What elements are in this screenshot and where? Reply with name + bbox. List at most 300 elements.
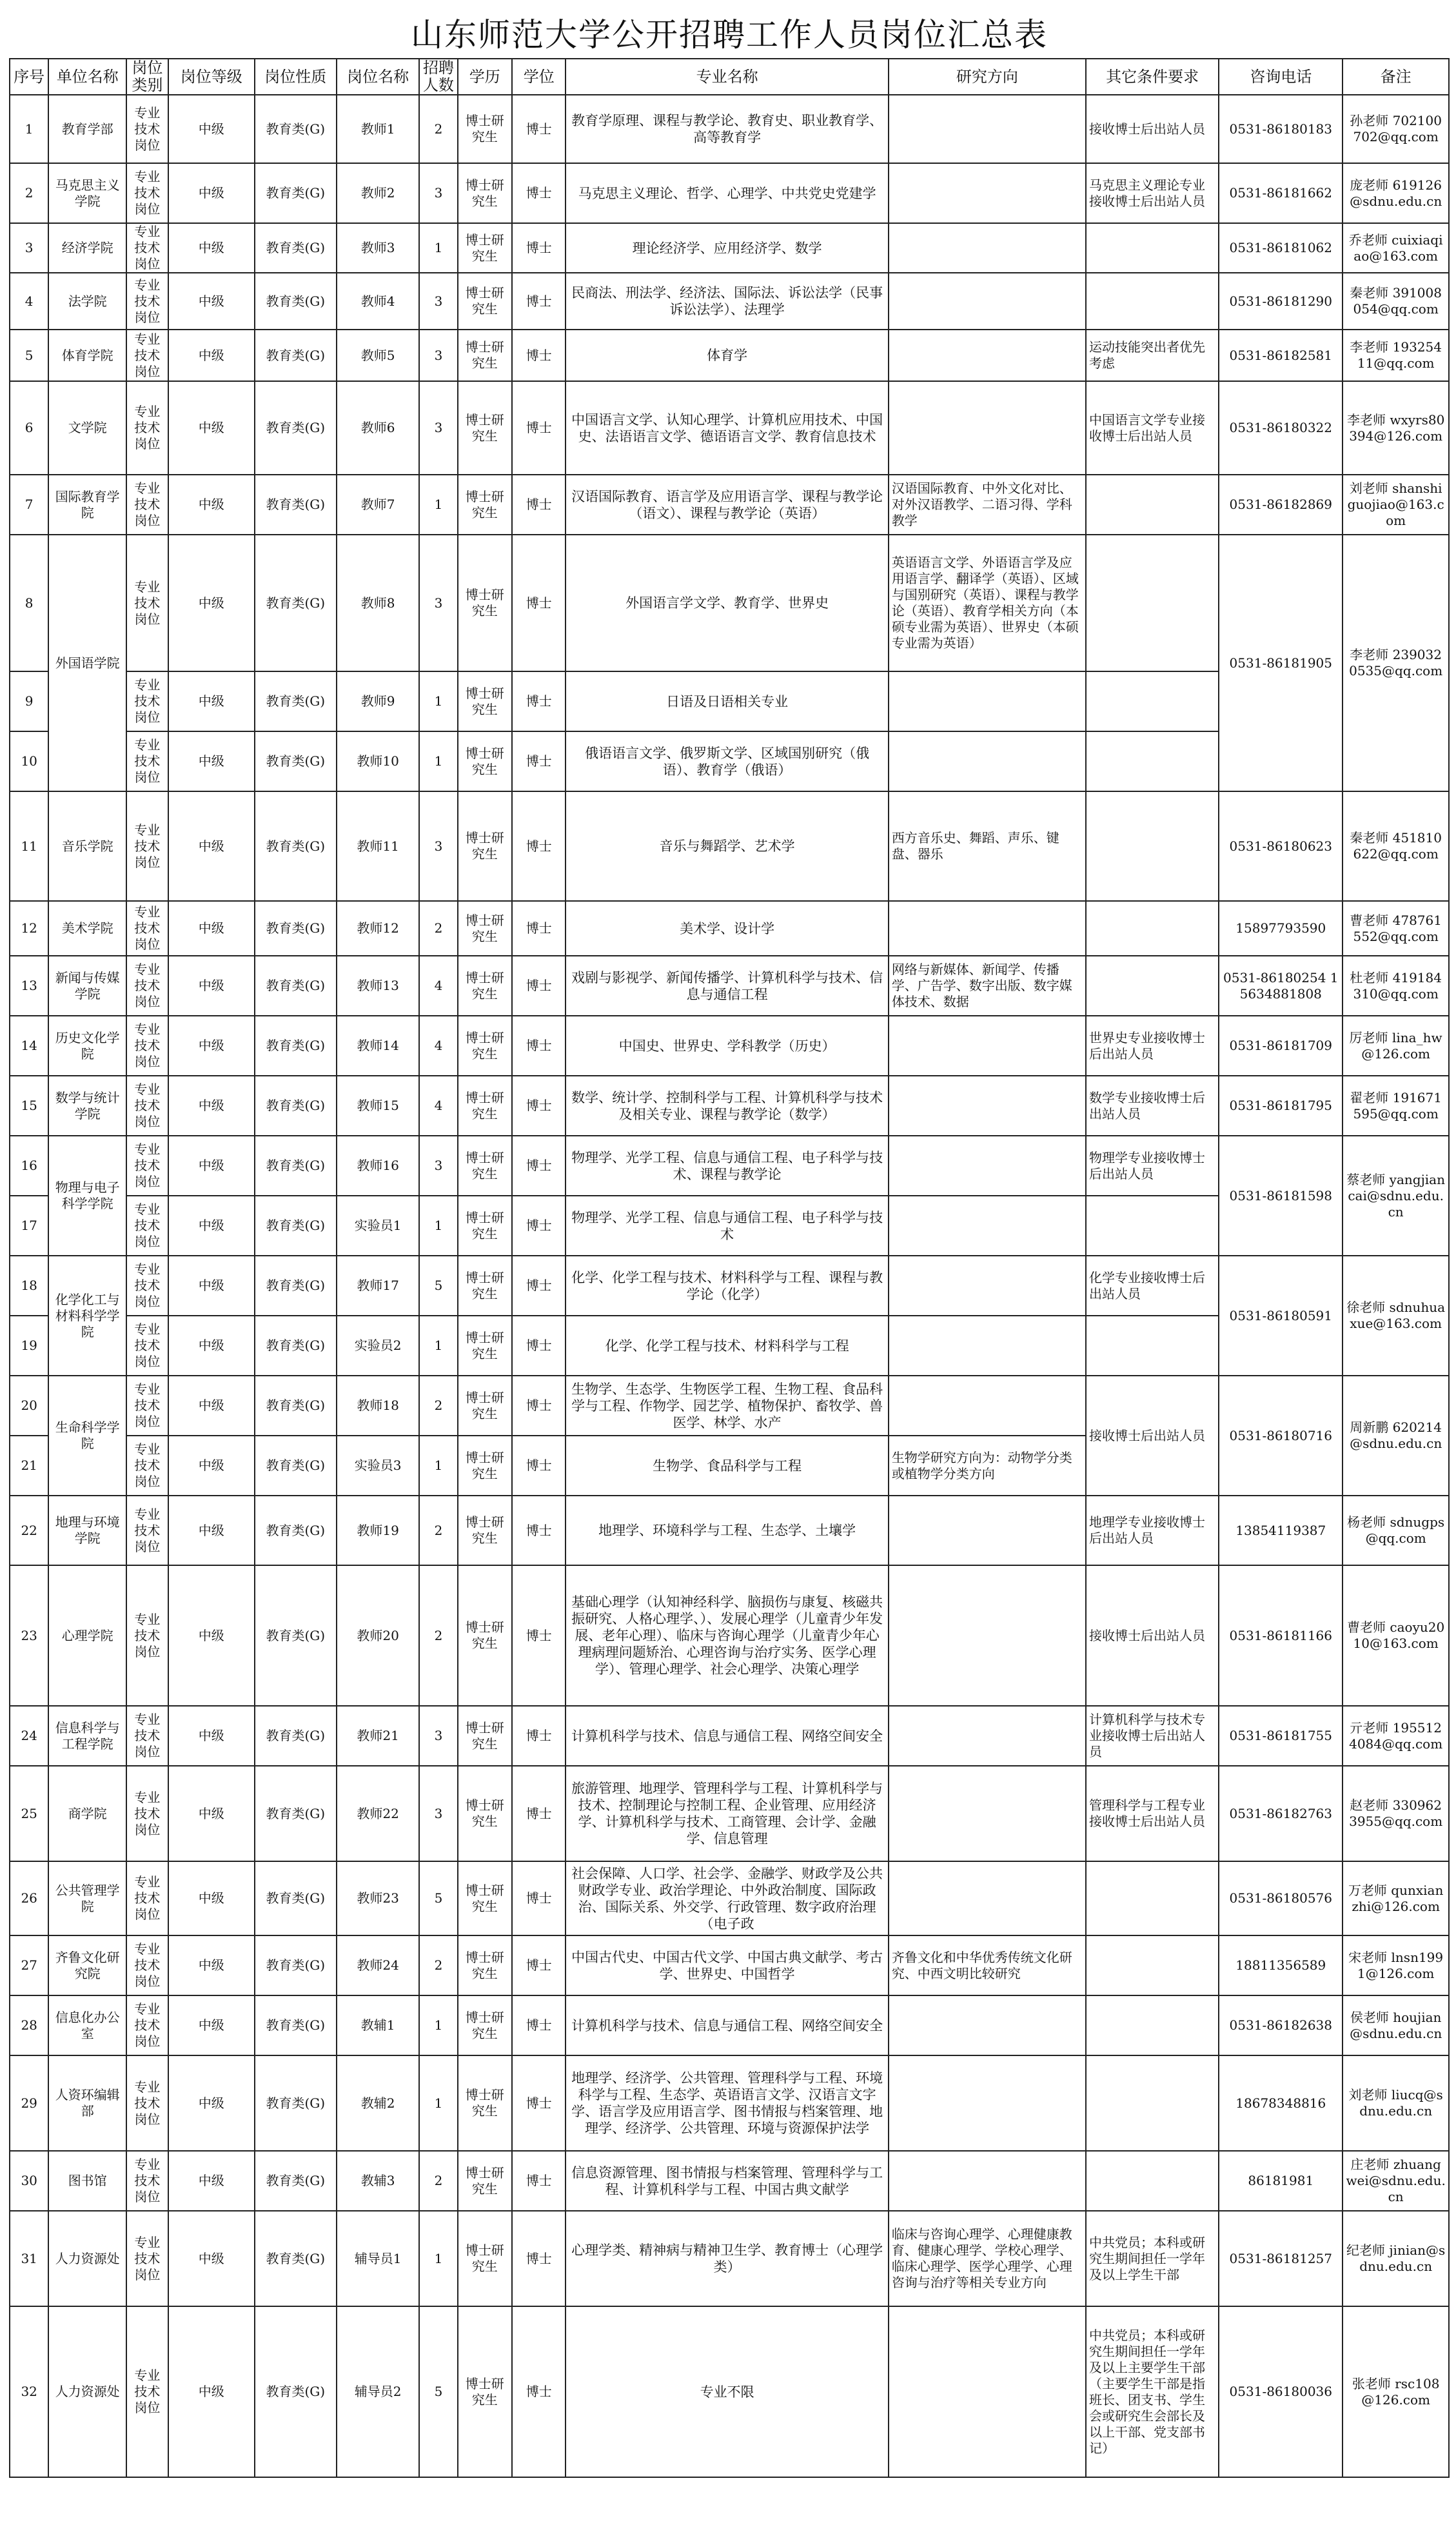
cell-nature: 教育类(G) bbox=[255, 791, 337, 901]
cell-dir bbox=[889, 330, 1086, 381]
cell-unit: 历史文化学院 bbox=[48, 1016, 126, 1076]
cell-level: 中级 bbox=[168, 1016, 255, 1076]
cell-post: 实验员3 bbox=[337, 1436, 419, 1496]
cell-major: 中国语言文学、认知心理学、计算机应用技术、中国史、法语语言文学、德语语言文学、教育信息技术 bbox=[566, 381, 888, 475]
cell-phone: 18811356589 bbox=[1219, 1935, 1343, 1995]
cell-other bbox=[1086, 2151, 1219, 2211]
cell-no: 7 bbox=[10, 475, 48, 535]
cell-num: 4 bbox=[419, 1016, 457, 1076]
cell-post: 教师5 bbox=[337, 330, 419, 381]
cell-post: 教师12 bbox=[337, 901, 419, 956]
cell-level: 中级 bbox=[168, 1256, 255, 1316]
cell-degree: 博士 bbox=[512, 381, 566, 475]
cell-cat: 专业技术岗位 bbox=[126, 475, 168, 535]
cell-phone: 13854119387 bbox=[1219, 1496, 1343, 1565]
cell-no: 8 bbox=[10, 535, 48, 671]
cell-other bbox=[1086, 1316, 1219, 1376]
table-row bbox=[10, 956, 1449, 1016]
cell-post: 教师7 bbox=[337, 475, 419, 535]
table-row bbox=[10, 535, 1449, 671]
cell-level: 中级 bbox=[168, 2306, 255, 2477]
cell-level: 中级 bbox=[168, 1436, 255, 1496]
cell-post: 教师15 bbox=[337, 1076, 419, 1136]
cell-other bbox=[1086, 475, 1219, 535]
cell-remark: 侯老师 houjian@sdnu.edu.cn bbox=[1343, 1995, 1449, 2055]
cell-no: 32 bbox=[10, 2306, 48, 2477]
table-row bbox=[10, 95, 1449, 163]
cell-no: 30 bbox=[10, 2151, 48, 2211]
cell-unit: 教育学部 bbox=[48, 95, 126, 163]
cell-major: 戏剧与影视学、新闻传播学、计算机科学与技术、信息与通信工程 bbox=[566, 956, 888, 1016]
cell-unit: 经济学院 bbox=[48, 223, 126, 273]
cell-num: 3 bbox=[419, 535, 457, 671]
cell-major: 旅游管理、地理学、管理科学与工程、计算机科学与技术、控制理论与控制工程、企业管理、应用经济学、计算机科学与技术、工商管理、会计学、金融学、信息管理 bbox=[566, 1766, 888, 1861]
table-row bbox=[10, 791, 1449, 901]
table-row bbox=[10, 901, 1449, 956]
cell-major: 计算机科学与技术、信息与通信工程、网络空间安全 bbox=[566, 1706, 888, 1766]
cell-remark: 宋老师 lnsn1991@126.com bbox=[1343, 1935, 1449, 1995]
cell-nature: 教育类(G) bbox=[255, 95, 337, 163]
cell-degree: 博士 bbox=[512, 1935, 566, 1995]
cell-level: 中级 bbox=[168, 1861, 255, 1935]
cell-major: 汉语国际教育、语言学及应用语言学、课程与教学论（语文）、课程与教学论（英语） bbox=[566, 475, 888, 535]
cell-degree: 博士 bbox=[512, 1565, 566, 1706]
cell-other: 地理学专业接收博士后出站人员 bbox=[1086, 1496, 1219, 1565]
cell-edu: 博士研究生 bbox=[458, 1766, 512, 1861]
cell-major: 心理学类、精神病与精神卫生学、教育博士（心理学类） bbox=[566, 2211, 888, 2306]
cell-degree: 博士 bbox=[512, 95, 566, 163]
table-body bbox=[10, 95, 1449, 2477]
cell-other: 中共党员；本科或研究生期间担任一学年及以上学生干部 bbox=[1086, 2211, 1219, 2306]
header-cell: 学位 bbox=[512, 59, 566, 95]
cell-edu: 博士研究生 bbox=[458, 1496, 512, 1565]
cell-post: 辅导员2 bbox=[337, 2306, 419, 2477]
cell-level: 中级 bbox=[168, 1136, 255, 1196]
cell-phone: 0531-86182763 bbox=[1219, 1766, 1343, 1861]
cell-major: 化学、化学工程与技术、材料科学与工程、课程与教学论（化学） bbox=[566, 1256, 888, 1316]
cell-dir bbox=[889, 1766, 1086, 1861]
cell-remark: 庞老师 619126@sdnu.edu.cn bbox=[1343, 163, 1449, 223]
cell-degree: 博士 bbox=[512, 2211, 566, 2306]
cell-edu: 博士研究生 bbox=[458, 901, 512, 956]
cell-remark: 亓老师 1955124084@qq.com bbox=[1343, 1706, 1449, 1766]
cell-cat: 专业技术岗位 bbox=[126, 1706, 168, 1766]
cell-degree: 博士 bbox=[512, 1016, 566, 1076]
cell-nature: 教育类(G) bbox=[255, 163, 337, 223]
cell-major: 计算机科学与技术、信息与通信工程、网络空间安全 bbox=[566, 1995, 888, 2055]
cell-post: 教师16 bbox=[337, 1136, 419, 1196]
cell-degree: 博士 bbox=[512, 1436, 566, 1496]
cell-cat: 专业技术岗位 bbox=[126, 95, 168, 163]
cell-phone: 0531-86181755 bbox=[1219, 1706, 1343, 1766]
cell-post: 教辅3 bbox=[337, 2151, 419, 2211]
cell-num: 5 bbox=[419, 1256, 457, 1316]
cell-level: 中级 bbox=[168, 1196, 255, 1256]
cell-unit: 外国语学院 bbox=[48, 535, 126, 791]
cell-num: 5 bbox=[419, 1861, 457, 1935]
cell-major: 专业不限 bbox=[566, 2306, 888, 2477]
cell-edu: 博士研究生 bbox=[458, 1136, 512, 1196]
header-cell: 专业名称 bbox=[566, 59, 888, 95]
cell-num: 1 bbox=[419, 223, 457, 273]
cell-level: 中级 bbox=[168, 671, 255, 731]
cell-level: 中级 bbox=[168, 901, 255, 956]
cell-edu: 博士研究生 bbox=[458, 1016, 512, 1076]
page-title: 山东师范大学公开招聘工作人员岗位汇总表 bbox=[411, 16, 1048, 54]
cell-no: 31 bbox=[10, 2211, 48, 2306]
cell-no: 27 bbox=[10, 1935, 48, 1995]
cell-num: 2 bbox=[419, 1935, 457, 1995]
cell-dir: 汉语国际教育、中外文化对比、对外汉语教学、二语习得、学科教学 bbox=[889, 475, 1086, 535]
cell-nature: 教育类(G) bbox=[255, 1861, 337, 1935]
cell-dir bbox=[889, 731, 1086, 791]
cell-no: 19 bbox=[10, 1316, 48, 1376]
cell-cat: 专业技术岗位 bbox=[126, 956, 168, 1016]
cell-edu: 博士研究生 bbox=[458, 2211, 512, 2306]
cell-no: 13 bbox=[10, 956, 48, 1016]
cell-other: 物理学专业接收博士后出站人员 bbox=[1086, 1136, 1219, 1196]
cell-other bbox=[1086, 223, 1219, 273]
cell-dir bbox=[889, 1995, 1086, 2055]
cell-no: 22 bbox=[10, 1496, 48, 1565]
cell-remark: 张老师 rsc108@126.com bbox=[1343, 2306, 1449, 2477]
table-row bbox=[10, 2211, 1449, 2306]
cell-post: 教师3 bbox=[337, 223, 419, 273]
cell-no: 6 bbox=[10, 381, 48, 475]
cell-nature: 教育类(G) bbox=[255, 1935, 337, 1995]
cell-edu: 博士研究生 bbox=[458, 475, 512, 535]
cell-num: 2 bbox=[419, 1376, 457, 1436]
cell-degree: 博士 bbox=[512, 671, 566, 731]
cell-other: 接收博士后出站人员 bbox=[1086, 95, 1219, 163]
cell-level: 中级 bbox=[168, 1706, 255, 1766]
cell-post: 教辅2 bbox=[337, 2055, 419, 2151]
cell-nature: 教育类(G) bbox=[255, 223, 337, 273]
cell-major: 基础心理学（认知神经科学、脑损伤与康复、核磁共振研究、人格心理学、）、发展心理学（儿童青少年发展、老年心理）、临床与咨询心理学（儿童青少年心理病理问题矫治、心理咨询与治疗实务、医学心理学）、管理心理学、社会心理学、决策心理学 bbox=[566, 1565, 888, 1706]
cell-dir bbox=[889, 901, 1086, 956]
cell-phone: 0531-86181257 bbox=[1219, 2211, 1343, 2306]
cell-no: 2 bbox=[10, 163, 48, 223]
cell-unit: 人力资源处 bbox=[48, 2306, 126, 2477]
cell-unit: 体育学院 bbox=[48, 330, 126, 381]
cell-num: 3 bbox=[419, 330, 457, 381]
cell-level: 中级 bbox=[168, 2151, 255, 2211]
cell-other: 接收博士后出站人员 bbox=[1086, 1376, 1219, 1496]
cell-num: 4 bbox=[419, 956, 457, 1016]
cell-no: 21 bbox=[10, 1436, 48, 1496]
cell-post: 教师1 bbox=[337, 95, 419, 163]
cell-no: 12 bbox=[10, 901, 48, 956]
cell-post: 实验员2 bbox=[337, 1316, 419, 1376]
cell-no: 20 bbox=[10, 1376, 48, 1436]
cell-remark: 曹老师 caoyu2010@163.com bbox=[1343, 1565, 1449, 1706]
cell-unit: 人资环编辑部 bbox=[48, 2055, 126, 2151]
cell-remark: 杨老师 sdnugps@qq.com bbox=[1343, 1496, 1449, 1565]
header-cell: 招聘人数 bbox=[419, 59, 457, 95]
cell-other bbox=[1086, 2055, 1219, 2151]
table-row bbox=[10, 2055, 1449, 2151]
cell-major: 地理学、环境科学与工程、生态学、土壤学 bbox=[566, 1496, 888, 1565]
cell-remark: 庄老师 zhuangwei@sdnu.edu.cn bbox=[1343, 2151, 1449, 2211]
table-row bbox=[10, 2306, 1449, 2477]
cell-num: 1 bbox=[419, 2055, 457, 2151]
cell-unit: 马克思主义学院 bbox=[48, 163, 126, 223]
table-row bbox=[10, 1076, 1449, 1136]
cell-num: 1 bbox=[419, 1316, 457, 1376]
cell-dir bbox=[889, 1016, 1086, 1076]
cell-nature: 教育类(G) bbox=[255, 1256, 337, 1316]
cell-edu: 博士研究生 bbox=[458, 1861, 512, 1935]
cell-cat: 专业技术岗位 bbox=[126, 1995, 168, 2055]
cell-phone: 0531-86180591 bbox=[1219, 1256, 1343, 1376]
cell-remark: 李老师 wxyrs80394@126.com bbox=[1343, 381, 1449, 475]
cell-unit: 化学化工与材料科学学院 bbox=[48, 1256, 126, 1376]
cell-nature: 教育类(G) bbox=[255, 1316, 337, 1376]
cell-nature: 教育类(G) bbox=[255, 1436, 337, 1496]
cell-dir bbox=[889, 1565, 1086, 1706]
cell-no: 15 bbox=[10, 1076, 48, 1136]
cell-cat: 专业技术岗位 bbox=[126, 1136, 168, 1196]
cell-edu: 博士研究生 bbox=[458, 95, 512, 163]
cell-cat: 专业技术岗位 bbox=[126, 731, 168, 791]
header-cell: 岗位名称 bbox=[337, 59, 419, 95]
cell-num: 5 bbox=[419, 2306, 457, 2477]
cell-unit: 信息化办公室 bbox=[48, 1995, 126, 2055]
cell-other bbox=[1086, 731, 1219, 791]
cell-major: 教育学原理、课程与教学论、教育史、职业教育学、高等教育学 bbox=[566, 95, 888, 163]
cell-num: 1 bbox=[419, 1196, 457, 1256]
cell-degree: 博士 bbox=[512, 791, 566, 901]
table-row bbox=[10, 1016, 1449, 1076]
cell-dir bbox=[889, 223, 1086, 273]
cell-edu: 博士研究生 bbox=[458, 223, 512, 273]
cell-unit: 齐鲁文化研究院 bbox=[48, 1935, 126, 1995]
cell-level: 中级 bbox=[168, 163, 255, 223]
cell-num: 1 bbox=[419, 1995, 457, 2055]
table-row bbox=[10, 1496, 1449, 1565]
cell-nature: 教育类(G) bbox=[255, 671, 337, 731]
cell-degree: 博士 bbox=[512, 1496, 566, 1565]
cell-phone: 0531-86180576 bbox=[1219, 1861, 1343, 1935]
cell-degree: 博士 bbox=[512, 330, 566, 381]
cell-edu: 博士研究生 bbox=[458, 2306, 512, 2477]
header-cell: 岗位类别 bbox=[126, 59, 168, 95]
cell-level: 中级 bbox=[168, 2211, 255, 2306]
table-row bbox=[10, 2151, 1449, 2211]
cell-nature: 教育类(G) bbox=[255, 1565, 337, 1706]
cell-dir bbox=[889, 1316, 1086, 1376]
cell-level: 中级 bbox=[168, 731, 255, 791]
cell-other bbox=[1086, 1861, 1219, 1935]
cell-level: 中级 bbox=[168, 273, 255, 330]
cell-major: 中国史、世界史、学科教学（历史） bbox=[566, 1016, 888, 1076]
cell-no: 28 bbox=[10, 1995, 48, 2055]
cell-nature: 教育类(G) bbox=[255, 475, 337, 535]
cell-cat: 专业技术岗位 bbox=[126, 1076, 168, 1136]
cell-cat: 专业技术岗位 bbox=[126, 1256, 168, 1316]
cell-cat: 专业技术岗位 bbox=[126, 2151, 168, 2211]
cell-cat: 专业技术岗位 bbox=[126, 901, 168, 956]
cell-dir: 齐鲁文化和中华优秀传统文化研究、中西文明比较研究 bbox=[889, 1935, 1086, 1995]
cell-other: 管理科学与工程专业接收博士后出站人员 bbox=[1086, 1766, 1219, 1861]
cell-phone: 0531-86181062 bbox=[1219, 223, 1343, 273]
cell-num: 3 bbox=[419, 1706, 457, 1766]
cell-cat: 专业技术岗位 bbox=[126, 1565, 168, 1706]
cell-num: 3 bbox=[419, 1136, 457, 1196]
cell-no: 24 bbox=[10, 1706, 48, 1766]
cell-phone: 0531-86180036 bbox=[1219, 2306, 1343, 2477]
cell-level: 中级 bbox=[168, 1935, 255, 1995]
cell-no: 4 bbox=[10, 273, 48, 330]
cell-post: 教师6 bbox=[337, 381, 419, 475]
cell-cat: 专业技术岗位 bbox=[126, 273, 168, 330]
cell-nature: 教育类(G) bbox=[255, 956, 337, 1016]
cell-major: 社会保障、人口学、社会学、金融学、财政学及公共财政学专业、政治学理论、中外政治制度、国际政治、国际关系、外交学、行政管理、数字政府治理（电子政 bbox=[566, 1861, 888, 1935]
cell-major: 理论经济学、应用经济学、数学 bbox=[566, 223, 888, 273]
cell-nature: 教育类(G) bbox=[255, 1196, 337, 1256]
cell-other: 世界史专业接收博士后出站人员 bbox=[1086, 1016, 1219, 1076]
cell-post: 教辅1 bbox=[337, 1995, 419, 2055]
cell-degree: 博士 bbox=[512, 163, 566, 223]
cell-edu: 博士研究生 bbox=[458, 1436, 512, 1496]
cell-level: 中级 bbox=[168, 1565, 255, 1706]
table-row bbox=[10, 1136, 1449, 1196]
cell-cat: 专业技术岗位 bbox=[126, 671, 168, 731]
cell-level: 中级 bbox=[168, 475, 255, 535]
cell-other: 马克思主义理论专业接收博士后出站人员 bbox=[1086, 163, 1219, 223]
cell-cat: 专业技术岗位 bbox=[126, 1496, 168, 1565]
cell-remark: 万老师 qunxianzhi@126.com bbox=[1343, 1861, 1449, 1935]
cell-num: 1 bbox=[419, 475, 457, 535]
cell-unit: 国际教育学院 bbox=[48, 475, 126, 535]
cell-level: 中级 bbox=[168, 223, 255, 273]
cell-edu: 博士研究生 bbox=[458, 535, 512, 671]
cell-dir bbox=[889, 2055, 1086, 2151]
cell-num: 1 bbox=[419, 731, 457, 791]
cell-major: 民商法、刑法学、经济法、国际法、诉讼法学（民事诉讼法学）、法理学 bbox=[566, 273, 888, 330]
cell-other: 数学专业接收博士后出站人员 bbox=[1086, 1076, 1219, 1136]
cell-unit: 信息科学与工程学院 bbox=[48, 1706, 126, 1766]
cell-unit: 公共管理学院 bbox=[48, 1861, 126, 1935]
cell-post: 实验员1 bbox=[337, 1196, 419, 1256]
cell-edu: 博士研究生 bbox=[458, 791, 512, 901]
cell-phone: 18678348816 bbox=[1219, 2055, 1343, 2151]
cell-other bbox=[1086, 535, 1219, 671]
cell-degree: 博士 bbox=[512, 2151, 566, 2211]
cell-cat: 专业技术岗位 bbox=[126, 1196, 168, 1256]
cell-degree: 博士 bbox=[512, 1256, 566, 1316]
cell-num: 3 bbox=[419, 163, 457, 223]
table-row bbox=[10, 163, 1449, 223]
cell-nature: 教育类(G) bbox=[255, 330, 337, 381]
cell-major: 物理学、光学工程、信息与通信工程、电子科学与技术 bbox=[566, 1196, 888, 1256]
cell-degree: 博士 bbox=[512, 1861, 566, 1935]
cell-edu: 博士研究生 bbox=[458, 1376, 512, 1436]
cell-edu: 博士研究生 bbox=[458, 1706, 512, 1766]
cell-post: 教师9 bbox=[337, 671, 419, 731]
cell-other bbox=[1086, 671, 1219, 731]
cell-degree: 博士 bbox=[512, 2055, 566, 2151]
cell-nature: 教育类(G) bbox=[255, 901, 337, 956]
table-row bbox=[10, 1706, 1449, 1766]
cell-other bbox=[1086, 956, 1219, 1016]
cell-nature: 教育类(G) bbox=[255, 2306, 337, 2477]
table-row bbox=[10, 1861, 1449, 1935]
cell-num: 3 bbox=[419, 273, 457, 330]
cell-post: 教师10 bbox=[337, 731, 419, 791]
cell-major: 日语及日语相关专业 bbox=[566, 671, 888, 731]
cell-unit: 美术学院 bbox=[48, 901, 126, 956]
cell-num: 3 bbox=[419, 381, 457, 475]
cell-other: 中共党员；本科或研究生期间担任一学年及以上主要学生干部（主要学生干部是指班长、团支书、学生会或研究生会部长及以上干部、党支部书记） bbox=[1086, 2306, 1219, 2477]
header-cell: 岗位性质 bbox=[255, 59, 337, 95]
cell-no: 18 bbox=[10, 1256, 48, 1316]
cell-no: 14 bbox=[10, 1016, 48, 1076]
cell-post: 教师17 bbox=[337, 1256, 419, 1316]
cell-degree: 博士 bbox=[512, 1316, 566, 1376]
cell-dir bbox=[889, 1256, 1086, 1316]
header-cell: 学历 bbox=[458, 59, 512, 95]
cell-no: 5 bbox=[10, 330, 48, 381]
cell-num: 1 bbox=[419, 671, 457, 731]
cell-remark: 刘老师 liucq@sdnu.edu.cn bbox=[1343, 2055, 1449, 2151]
cell-other bbox=[1086, 1995, 1219, 2055]
header-cell: 咨询电话 bbox=[1219, 59, 1343, 95]
cell-dir bbox=[889, 1136, 1086, 1196]
cell-phone: 15897793590 bbox=[1219, 901, 1343, 956]
cell-edu: 博士研究生 bbox=[458, 273, 512, 330]
cell-level: 中级 bbox=[168, 1316, 255, 1376]
cell-unit: 人力资源处 bbox=[48, 2211, 126, 2306]
cell-major: 外国语言学文学、教育学、世界史 bbox=[566, 535, 888, 671]
cell-unit: 心理学院 bbox=[48, 1565, 126, 1706]
cell-nature: 教育类(G) bbox=[255, 2151, 337, 2211]
cell-post: 教师13 bbox=[337, 956, 419, 1016]
cell-remark: 杜老师 419184310@qq.com bbox=[1343, 956, 1449, 1016]
cell-no: 26 bbox=[10, 1861, 48, 1935]
cell-degree: 博士 bbox=[512, 1136, 566, 1196]
cell-remark: 李老师 19325411@qq.com bbox=[1343, 330, 1449, 381]
cell-nature: 教育类(G) bbox=[255, 1496, 337, 1565]
cell-unit: 数学与统计学院 bbox=[48, 1076, 126, 1136]
cell-post: 教师4 bbox=[337, 273, 419, 330]
header-cell: 备注 bbox=[1343, 59, 1449, 95]
cell-other: 接收博士后出站人员 bbox=[1086, 1565, 1219, 1706]
cell-edu: 博士研究生 bbox=[458, 163, 512, 223]
cell-post: 教师18 bbox=[337, 1376, 419, 1436]
cell-post: 教师20 bbox=[337, 1565, 419, 1706]
cell-num: 2 bbox=[419, 1496, 457, 1565]
cell-phone: 0531-86180322 bbox=[1219, 381, 1343, 475]
cell-phone: 0531-86180716 bbox=[1219, 1376, 1343, 1496]
cell-no: 23 bbox=[10, 1565, 48, 1706]
sheet bbox=[9, 6, 1450, 2478]
cell-edu: 博士研究生 bbox=[458, 1196, 512, 1256]
cell-cat: 专业技术岗位 bbox=[126, 1766, 168, 1861]
cell-cat: 专业技术岗位 bbox=[126, 2055, 168, 2151]
cell-major: 生物学、生态学、生物医学工程、生物工程、食品科学与工程、作物学、园艺学、植物保护、畜牧学、兽医学、林学、水产 bbox=[566, 1376, 888, 1436]
cell-phone: 0531-86180183 bbox=[1219, 95, 1343, 163]
cell-degree: 博士 bbox=[512, 956, 566, 1016]
cell-unit: 新闻与传媒学院 bbox=[48, 956, 126, 1016]
cell-major: 数学、统计学、控制科学与工程、计算机科学与技术及相关专业、课程与教学论（数学） bbox=[566, 1076, 888, 1136]
table-row bbox=[10, 1935, 1449, 1995]
cell-remark: 孙老师 702100702@qq.com bbox=[1343, 95, 1449, 163]
cell-phone: 0531-86180623 bbox=[1219, 791, 1343, 901]
cell-dir bbox=[889, 95, 1086, 163]
table-row bbox=[10, 330, 1449, 381]
table-row bbox=[10, 475, 1449, 535]
